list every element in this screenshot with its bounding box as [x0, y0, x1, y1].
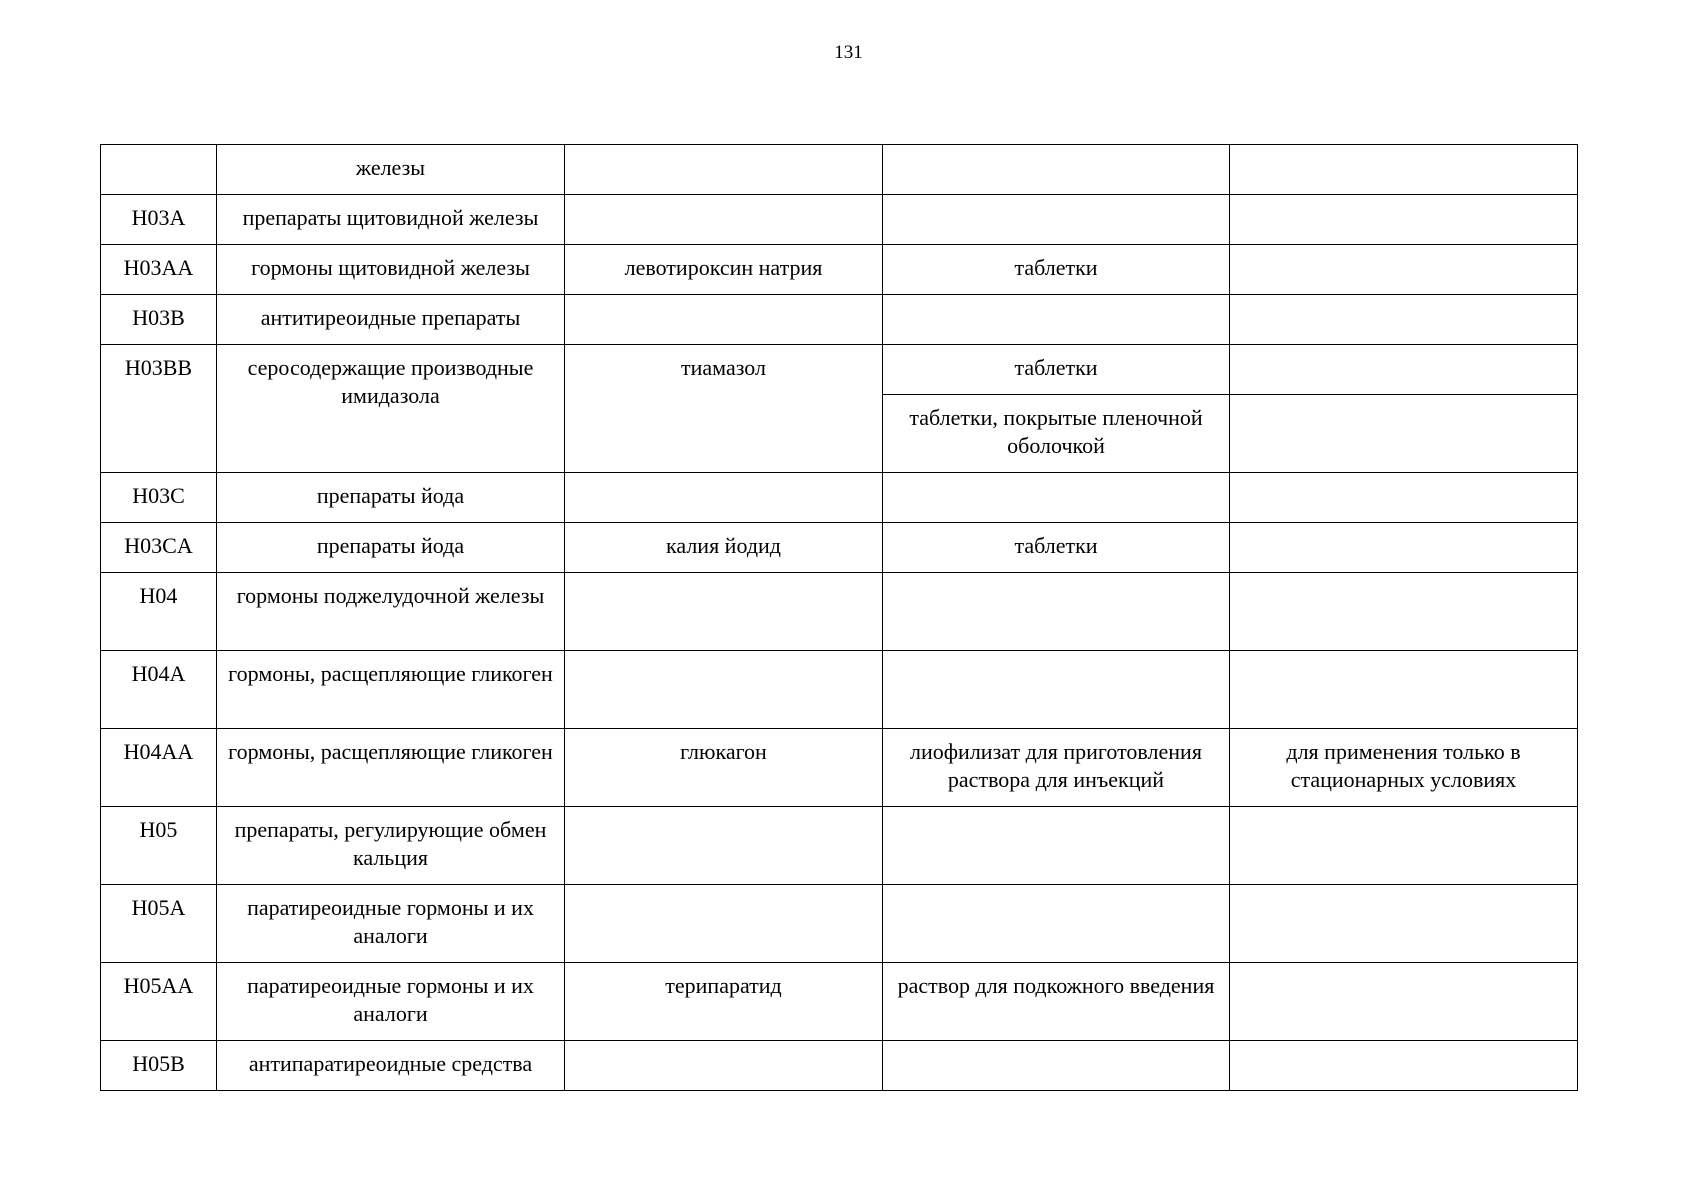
drug-cell [565, 1041, 883, 1091]
drug-cell [565, 195, 883, 245]
note-cell [1230, 651, 1578, 729]
drug-cell: терипаратид [565, 963, 883, 1041]
note-cell [1230, 523, 1578, 573]
note-cell [1230, 963, 1578, 1041]
drug-cell [565, 295, 883, 345]
dosage-form-cell [883, 651, 1230, 729]
table-row [101, 345, 1578, 395]
drug-cell: тиамазол [565, 345, 883, 473]
note-cell [1230, 885, 1578, 963]
atc-code-cell: H04A [101, 651, 217, 729]
group-cell: препараты йода [217, 473, 565, 523]
table-row [101, 1041, 1578, 1091]
group-cell: паратиреоидные гормоны и их аналоги [217, 885, 565, 963]
drug-cell [565, 573, 883, 651]
dosage-form-cell [883, 295, 1230, 345]
dosage-form-cell: таблетки [883, 523, 1230, 573]
dosage-form-cell [883, 473, 1230, 523]
table-row [101, 523, 1578, 573]
drug-cell [565, 885, 883, 963]
dosage-form-cell [883, 573, 1230, 651]
dosage-form-cell: раствор для подкожного введения [883, 963, 1230, 1041]
table-row [101, 295, 1578, 345]
note-cell [1230, 195, 1578, 245]
group-cell: гормоны поджелудочной железы [217, 573, 565, 651]
drug-cell: калия йодид [565, 523, 883, 573]
atc-code-cell: H04 [101, 573, 217, 651]
atc-code-cell: H03C [101, 473, 217, 523]
atc-code-cell [101, 145, 217, 195]
atc-code-cell: H05B [101, 1041, 217, 1091]
group-cell: железы [217, 145, 565, 195]
dosage-form-cell: таблетки [883, 345, 1230, 395]
atc-code-cell: H03A [101, 195, 217, 245]
table-row [101, 807, 1578, 885]
drug-cell [565, 473, 883, 523]
atc-code-cell: H03AA [101, 245, 217, 295]
note-cell: для применения только в стационарных условиях [1230, 729, 1578, 807]
drug-cell [565, 145, 883, 195]
page-number: 131 [834, 42, 863, 63]
group-cell: антитиреоидные препараты [217, 295, 565, 345]
note-cell [1230, 295, 1578, 345]
dosage-form-cell: таблетки, покрытые пленочной оболочкой [883, 395, 1230, 473]
dosage-form-cell [883, 1041, 1230, 1091]
table-row [101, 573, 1578, 651]
group-cell: гормоны, расщепляющие гликоген [217, 651, 565, 729]
table-row [101, 729, 1578, 807]
table-row [101, 885, 1578, 963]
dosage-form-cell: лиофилизат для приготовления раствора для инъекций [883, 729, 1230, 807]
drug-cell: левотироксин натрия [565, 245, 883, 295]
note-cell [1230, 345, 1578, 395]
group-cell: антипаратиреоидные средства [217, 1041, 565, 1091]
note-cell [1230, 573, 1578, 651]
group-cell: препараты щитовидной железы [217, 195, 565, 245]
dosage-form-cell [883, 195, 1230, 245]
table-row [101, 195, 1578, 245]
dosage-form-cell [883, 145, 1230, 195]
group-cell: паратиреоидные гормоны и их аналоги [217, 963, 565, 1041]
drug-cell: глюкагон [565, 729, 883, 807]
note-cell [1230, 807, 1578, 885]
group-cell: серосодержащие производные имидазола [217, 345, 565, 473]
drug-cell [565, 807, 883, 885]
group-cell: препараты йода [217, 523, 565, 573]
table-row [101, 473, 1578, 523]
atc-code-cell: H04AA [101, 729, 217, 807]
atc-code-cell: H03B [101, 295, 217, 345]
note-cell [1230, 145, 1578, 195]
table-row [101, 245, 1578, 295]
atc-code-cell: H03CA [101, 523, 217, 573]
drug-cell [565, 651, 883, 729]
dosage-form-cell: таблетки [883, 245, 1230, 295]
dosage-form-cell [883, 885, 1230, 963]
atc-code-cell: H05A [101, 885, 217, 963]
drug-list-table [100, 144, 1578, 1091]
note-cell [1230, 473, 1578, 523]
table-row [101, 651, 1578, 729]
table-row [101, 963, 1578, 1041]
group-cell: гормоны, расщепляющие гликоген [217, 729, 565, 807]
note-cell [1230, 1041, 1578, 1091]
table-row [101, 145, 1578, 195]
atc-code-cell: H05AA [101, 963, 217, 1041]
group-cell: препараты, регулирующие обмен кальция [217, 807, 565, 885]
note-cell [1230, 245, 1578, 295]
dosage-form-cell [883, 807, 1230, 885]
atc-code-cell: H03BB [101, 345, 217, 473]
atc-code-cell: H05 [101, 807, 217, 885]
note-cell [1230, 395, 1578, 473]
group-cell: гормоны щитовидной железы [217, 245, 565, 295]
